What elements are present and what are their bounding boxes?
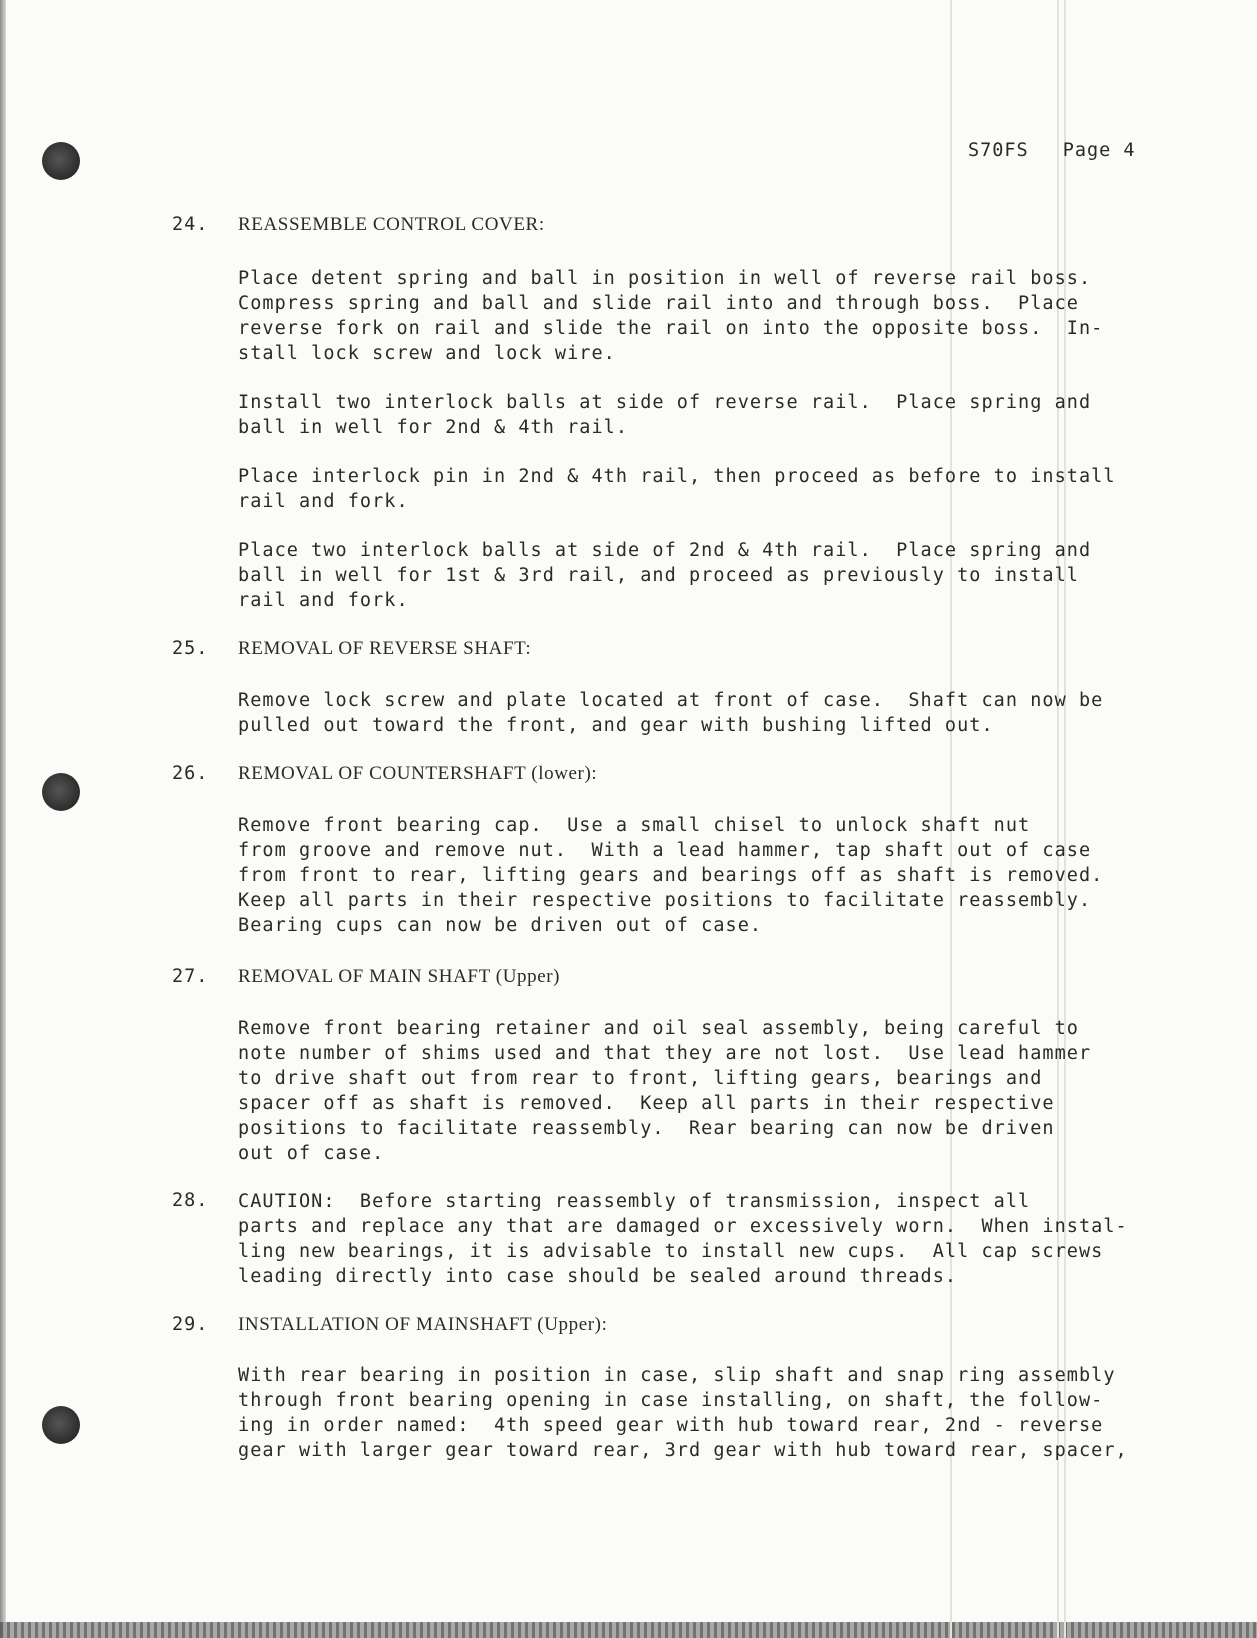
paragraph	[238, 464, 1158, 514]
text-line: ling new bearings, it is advisable to install new cups. All cap screws	[238, 1241, 1104, 1262]
page-number: 4	[1123, 140, 1136, 161]
text-line: positions to facilitate reassembly. Rear bearing can now be driven	[238, 1118, 1055, 1139]
text-line: Compress spring and ball and slide rail into and through boss. Place	[238, 293, 1079, 314]
text-line: from front to rear, lifting gears and bearings off as shaft is removed.	[238, 865, 1104, 886]
section-number: 27.	[172, 966, 209, 987]
section-title: REMOVAL OF MAIN SHAFT (Upper)	[238, 966, 561, 987]
paragraph	[238, 538, 1158, 613]
text-line: through front bearing opening in case installing, on shaft, the follow-	[238, 1390, 1104, 1411]
text-line: ball in well for 2nd & 4th rail.	[238, 417, 629, 438]
text-line: rail and fork.	[238, 491, 409, 512]
text-line: Remove lock screw and plate located at front of case. Shaft can now be	[238, 690, 1104, 711]
paragraph	[238, 266, 1158, 366]
text-line: Bearing cups can now be driven out of case.	[238, 915, 763, 936]
text-line: ball in well for 1st & 3rd rail, and proceed as previously to install	[238, 565, 1079, 586]
text-line: out of case.	[238, 1143, 385, 1164]
paragraph	[238, 688, 1158, 738]
section-number: 25.	[172, 638, 209, 659]
paragraph	[238, 1363, 1158, 1463]
section-number: 28.	[172, 1190, 209, 1211]
text-line: Keep all parts in their respective positions to facilitate reassembly.	[238, 890, 1092, 911]
page-left-edge	[0, 0, 6, 1638]
text-line: from groove and remove nut. With a lead hammer, tap shaft out of case	[238, 840, 1092, 861]
section-number: 24.	[172, 214, 209, 235]
text-line: Remove front bearing cap. Use a small chisel to unlock shaft nut	[238, 815, 1031, 836]
text-line: stall lock screw and lock wire.	[238, 343, 616, 364]
text-line: Place interlock pin in 2nd & 4th rail, then proceed as before to install	[238, 466, 1116, 487]
paragraph	[238, 1016, 1158, 1166]
text-line: Install two interlock balls at side of reverse rail. Place spring and	[238, 392, 1092, 413]
paragraph	[238, 390, 1158, 440]
punch-hole-icon	[42, 773, 80, 811]
text-line: CAUTION: Before starting reassembly of transmission, inspect all	[238, 1191, 1031, 1212]
paragraph	[238, 1189, 1158, 1289]
section-title: REMOVAL OF REVERSE SHAFT:	[238, 638, 532, 659]
punch-hole-icon	[42, 1406, 80, 1444]
text-line: With rear bearing in position in case, slip shaft and snap ring assembly	[238, 1365, 1116, 1386]
section-number: 26.	[172, 763, 209, 784]
text-line: parts and replace any that are damaged or excessively worn. When instal-	[238, 1216, 1128, 1237]
page-bottom-edge	[0, 1622, 1257, 1638]
doc-code: S70FS	[968, 140, 1029, 161]
text-line: reverse fork on rail and slide the rail on into the opposite boss. In-	[238, 318, 1104, 339]
text-line: note number of shims used and that they are not lost. Use lead hammer	[238, 1043, 1092, 1064]
section-title: REMOVAL OF COUNTERSHAFT (lower):	[238, 763, 598, 784]
section-title: REASSEMBLE CONTROL COVER:	[238, 214, 545, 235]
text-line: rail and fork.	[238, 590, 409, 611]
text-line: spacer off as shaft is removed. Keep all parts in their respective	[238, 1093, 1055, 1114]
text-line: to drive shaft out from rear to front, lifting gears, bearings and	[238, 1068, 1043, 1089]
section-title: INSTALLATION OF MAINSHAFT (Upper):	[238, 1314, 608, 1335]
page-label: Page	[1062, 140, 1112, 161]
punch-hole-icon	[42, 142, 80, 180]
text-line: leading directly into case should be sealed around threads.	[238, 1266, 958, 1287]
text-line: ing in order named: 4th speed gear with hub toward rear, 2nd - reverse	[238, 1415, 1104, 1436]
text-line: Remove front bearing retainer and oil seal assembly, being careful to	[238, 1018, 1079, 1039]
text-line: pulled out toward the front, and gear with bushing lifted out.	[238, 715, 994, 736]
text-line: Place two interlock balls at side of 2nd & 4th rail. Place spring and	[238, 540, 1092, 561]
text-line: gear with larger gear toward rear, 3rd gear with hub toward rear, spacer,	[238, 1440, 1128, 1461]
section-number: 29.	[172, 1314, 209, 1335]
paragraph	[238, 813, 1158, 938]
page-header	[968, 140, 1136, 161]
text-line: Place detent spring and ball in position in well of reverse rail boss.	[238, 268, 1092, 289]
